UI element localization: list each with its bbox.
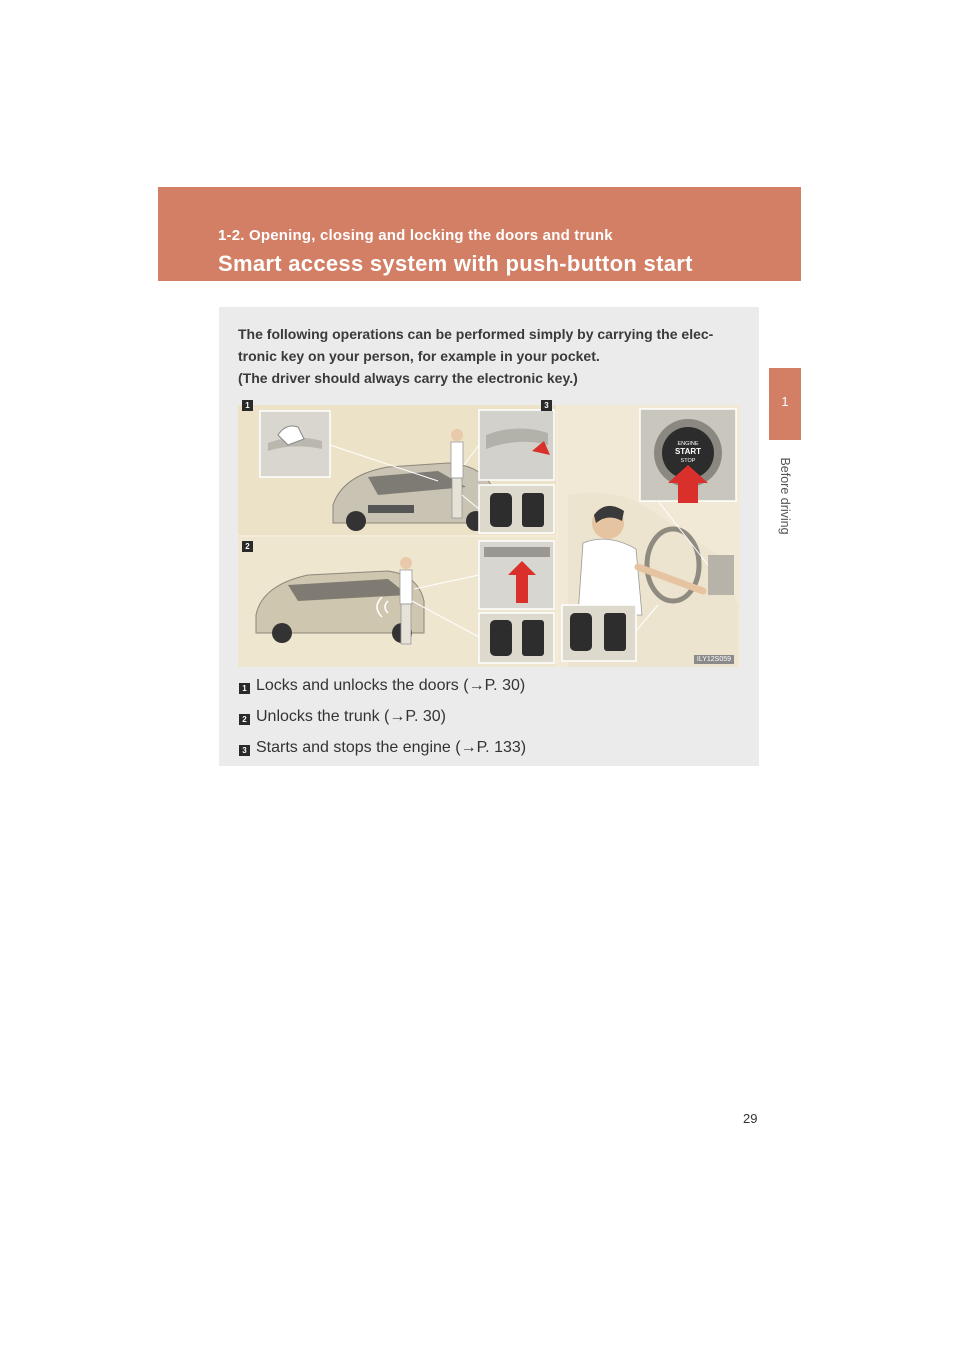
illustration — [238, 401, 740, 667]
figure-code: ILY12S059 — [694, 655, 734, 664]
button-text: START — [674, 447, 702, 456]
figure-marker-3: 3 — [541, 400, 552, 411]
page-title: Smart access system with push-button start — [218, 251, 693, 276]
key-fob-icon — [490, 493, 512, 527]
legend-marker: 1 — [239, 683, 250, 694]
legend-item — [238, 739, 743, 765]
figure-marker-2: 2 — [242, 541, 253, 552]
key-card-icon — [522, 620, 544, 656]
legend-text[interactable]: Locks and unlocks the doors (→P. 30) — [256, 677, 526, 694]
key-card-icon — [604, 613, 626, 651]
chapter-number: 1 — [781, 394, 789, 409]
button-text: ENGINE — [677, 441, 699, 447]
person-body — [400, 570, 412, 604]
legend-item — [238, 708, 743, 734]
key-fob-icon — [490, 620, 512, 656]
legend-marker: 3 — [239, 745, 250, 756]
button-text: STOP — [680, 458, 696, 464]
page-number: 29 — [743, 1111, 758, 1126]
trunk-lid-edge — [484, 547, 550, 557]
illustration-svg — [238, 405, 740, 667]
figure-marker-1: 1 — [242, 400, 253, 411]
intro-line: (The driver should always carry the electronic key.) — [238, 370, 578, 386]
intro-line: tronic key on your person, for example in your pocket. — [238, 348, 600, 364]
chapter-tab[interactable] — [769, 368, 801, 440]
driver-torso — [578, 539, 642, 615]
key-card-icon — [522, 493, 544, 527]
person-head — [451, 429, 463, 441]
sedan-wheel — [346, 511, 366, 531]
person-legs — [452, 478, 462, 518]
header-band — [158, 187, 801, 281]
intro-text — [238, 323, 743, 389]
legend-marker: 2 — [239, 714, 250, 725]
legend-item — [238, 677, 743, 703]
person-body — [451, 442, 463, 478]
legend-text[interactable]: Unlocks the trunk (→P. 30) — [256, 708, 447, 725]
content-panel — [219, 307, 759, 766]
sedan-wheel — [272, 623, 292, 643]
chapter-label: Before driving — [778, 457, 792, 535]
legend-list — [238, 677, 743, 770]
intro-line: The following operations can be performed simply by carrying the elec- — [238, 326, 714, 342]
section-label: 1-2. Opening, closing and locking the doors and trunk — [218, 227, 613, 244]
person-head — [400, 557, 412, 569]
key-fob-icon — [570, 613, 592, 651]
sedan-grille — [368, 505, 414, 513]
legend-text[interactable]: Starts and stops the engine (→P. 133) — [256, 739, 527, 756]
center-console — [708, 555, 734, 595]
person-legs — [401, 604, 411, 644]
